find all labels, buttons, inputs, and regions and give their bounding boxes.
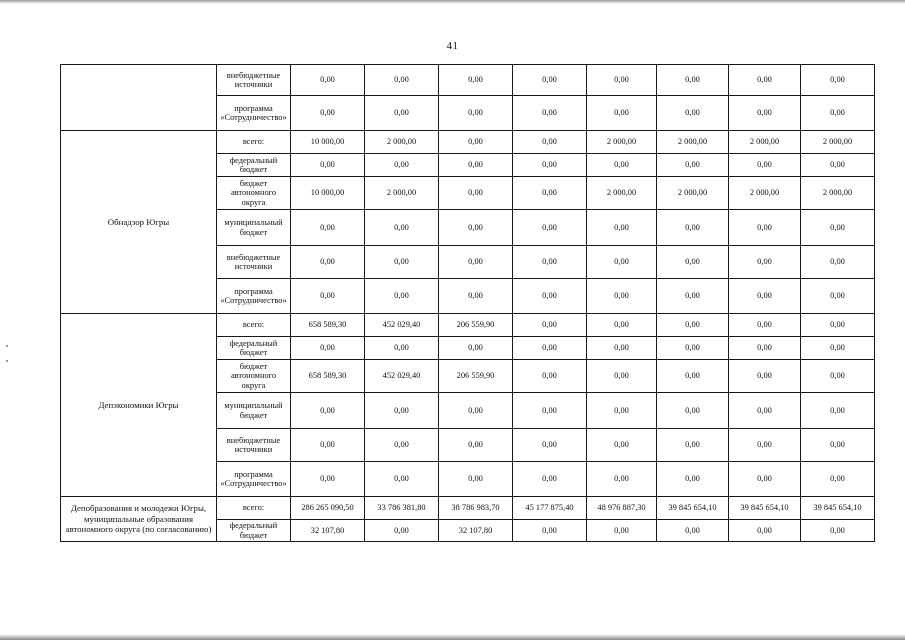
amount-cell: 0,00 [657, 65, 729, 96]
amount-cell: 0,00 [365, 154, 439, 177]
amount-cell: 32 107,80 [439, 520, 513, 542]
amount-cell: 0,00 [801, 210, 875, 246]
amount-cell: 48 976 887,30 [587, 497, 657, 520]
amount-cell: 0,00 [657, 393, 729, 429]
amount-cell: 0,00 [439, 393, 513, 429]
amount-cell: 206 559,90 [439, 360, 513, 393]
amount-cell: 0,00 [587, 246, 657, 279]
amount-cell: 0,00 [513, 337, 587, 360]
funding-source-cell: муниципальный бюджет [217, 393, 291, 429]
amount-cell: 0,00 [291, 429, 365, 462]
amount-cell: 0,00 [365, 429, 439, 462]
amount-cell: 0,00 [729, 314, 801, 337]
amount-cell: 0,00 [365, 337, 439, 360]
budget-body [61, 65, 875, 542]
amount-cell: 0,00 [801, 462, 875, 497]
amount-cell: 2 000,00 [657, 177, 729, 210]
funding-source-cell: внебюджетные источники [217, 246, 291, 279]
amount-cell: 0,00 [439, 131, 513, 154]
funding-source-cell: программа «Сотрудничество» [217, 279, 291, 314]
amount-cell: 0,00 [587, 210, 657, 246]
amount-cell: 0,00 [587, 279, 657, 314]
amount-cell: 0,00 [729, 96, 801, 131]
amount-cell: 0,00 [365, 246, 439, 279]
amount-cell: 286 265 090,50 [291, 497, 365, 520]
amount-cell: 0,00 [729, 246, 801, 279]
amount-cell: 0,00 [365, 210, 439, 246]
amount-cell: 0,00 [365, 462, 439, 497]
funding-source-cell: бюджет автономного округа [217, 360, 291, 393]
amount-cell: 0,00 [801, 360, 875, 393]
scan-edge-top [0, 0, 905, 4]
amount-cell: 0,00 [657, 462, 729, 497]
amount-cell: 0,00 [513, 246, 587, 279]
amount-cell: 0,00 [291, 393, 365, 429]
org-name-cell: Депэкономики Югры [61, 314, 217, 497]
amount-cell: 32 107,80 [291, 520, 365, 542]
amount-cell: 0,00 [439, 65, 513, 96]
scan-edge-bottom [0, 634, 905, 640]
funding-source-cell: всего: [217, 314, 291, 337]
amount-cell: 2 000,00 [801, 177, 875, 210]
amount-cell: 10 000,00 [291, 177, 365, 210]
amount-cell: 0,00 [801, 65, 875, 96]
amount-cell: 0,00 [513, 314, 587, 337]
amount-cell: 0,00 [513, 393, 587, 429]
page-number: 41 [446, 40, 459, 52]
amount-cell: 0,00 [657, 279, 729, 314]
amount-cell: 2 000,00 [729, 131, 801, 154]
amount-cell: 0,00 [657, 246, 729, 279]
amount-cell: 0,00 [439, 462, 513, 497]
amount-cell: 0,00 [801, 337, 875, 360]
amount-cell: 38 786 983,70 [439, 497, 513, 520]
amount-cell: 0,00 [365, 520, 439, 542]
amount-cell: 0,00 [801, 429, 875, 462]
amount-cell: 0,00 [587, 462, 657, 497]
amount-cell: 0,00 [657, 96, 729, 131]
amount-cell: 0,00 [587, 520, 657, 542]
amount-cell: 0,00 [291, 246, 365, 279]
amount-cell: 2 000,00 [729, 177, 801, 210]
amount-cell: 0,00 [513, 96, 587, 131]
amount-cell: 0,00 [439, 246, 513, 279]
amount-cell: 0,00 [513, 210, 587, 246]
funding-source-cell: федеральный бюджет [217, 154, 291, 177]
amount-cell: 0,00 [729, 429, 801, 462]
funding-source-cell: бюджет автономного округа [217, 177, 291, 210]
amount-cell: 0,00 [365, 96, 439, 131]
amount-cell: 0,00 [587, 96, 657, 131]
amount-cell: 0,00 [729, 65, 801, 96]
amount-cell: 0,00 [513, 429, 587, 462]
amount-cell: 0,00 [439, 337, 513, 360]
amount-cell: 0,00 [587, 337, 657, 360]
amount-cell: 0,00 [801, 96, 875, 131]
funding-source-cell: всего: [217, 131, 291, 154]
amount-cell: 0,00 [291, 96, 365, 131]
amount-cell: 0,00 [729, 337, 801, 360]
amount-cell: 2 000,00 [587, 131, 657, 154]
amount-cell: 0,00 [365, 279, 439, 314]
amount-cell: 0,00 [513, 462, 587, 497]
amount-cell: 0,00 [587, 154, 657, 177]
amount-cell: 0,00 [729, 520, 801, 542]
amount-cell: 39 845 654,10 [657, 497, 729, 520]
funding-source-cell: федеральный бюджет [217, 337, 291, 360]
amount-cell: 0,00 [801, 154, 875, 177]
amount-cell: 0,00 [291, 210, 365, 246]
table-row [61, 65, 875, 96]
amount-cell: 0,00 [587, 393, 657, 429]
amount-cell: 0,00 [513, 154, 587, 177]
amount-cell: 2 000,00 [365, 177, 439, 210]
funding-source-cell: программа «Сотрудничество» [217, 96, 291, 131]
amount-cell: 206 559,90 [439, 314, 513, 337]
amount-cell: 658 589,30 [291, 314, 365, 337]
amount-cell: 0,00 [801, 393, 875, 429]
funding-source-cell: муниципальный бюджет [217, 210, 291, 246]
amount-cell: 0,00 [801, 314, 875, 337]
amount-cell: 2 000,00 [587, 177, 657, 210]
amount-cell: 0,00 [291, 462, 365, 497]
amount-cell: 0,00 [439, 154, 513, 177]
amount-cell: 45 177 875,40 [513, 497, 587, 520]
amount-cell: 0,00 [729, 279, 801, 314]
amount-cell: 39 845 654,10 [729, 497, 801, 520]
amount-cell: 0,00 [291, 337, 365, 360]
amount-cell: 0,00 [657, 154, 729, 177]
funding-source-cell: внебюджетные источники [217, 429, 291, 462]
org-name-cell: Депобразования и молодежи Югры, муниципальные образования автономного округа (по согласованию) [61, 497, 217, 542]
amount-cell: 0,00 [587, 314, 657, 337]
amount-cell: 0,00 [729, 462, 801, 497]
funding-source-cell: программа «Сотрудничество» [217, 462, 291, 497]
amount-cell: 0,00 [513, 360, 587, 393]
amount-cell: 0,00 [439, 279, 513, 314]
amount-cell: 0,00 [291, 65, 365, 96]
amount-cell: 2 000,00 [801, 131, 875, 154]
scan-speck [6, 360, 8, 362]
amount-cell: 0,00 [657, 520, 729, 542]
amount-cell: 0,00 [291, 279, 365, 314]
scan-speck [6, 345, 8, 347]
funding-source-cell: внебюджетные источники [217, 65, 291, 96]
amount-cell: 0,00 [657, 337, 729, 360]
amount-cell: 0,00 [729, 210, 801, 246]
amount-cell: 33 786 381,80 [365, 497, 439, 520]
amount-cell: 10 000,00 [291, 131, 365, 154]
amount-cell: 0,00 [513, 131, 587, 154]
amount-cell: 0,00 [657, 314, 729, 337]
amount-cell: 0,00 [801, 279, 875, 314]
amount-cell: 0,00 [513, 65, 587, 96]
table-row [61, 314, 875, 337]
amount-cell: 0,00 [587, 65, 657, 96]
amount-cell: 0,00 [513, 177, 587, 210]
amount-cell: 2 000,00 [365, 131, 439, 154]
amount-cell: 0,00 [657, 429, 729, 462]
table-row [61, 131, 875, 154]
table-row [61, 497, 875, 520]
amount-cell: 0,00 [513, 279, 587, 314]
amount-cell: 39 845 654,10 [801, 497, 875, 520]
amount-cell: 0,00 [657, 360, 729, 393]
amount-cell: 0,00 [439, 210, 513, 246]
org-name-cell: Обнадзор Югры [61, 131, 217, 314]
amount-cell: 0,00 [801, 246, 875, 279]
org-name-cell [61, 65, 217, 131]
amount-cell: 452 029,40 [365, 360, 439, 393]
amount-cell: 0,00 [587, 429, 657, 462]
amount-cell: 0,00 [365, 65, 439, 96]
amount-cell: 0,00 [365, 393, 439, 429]
amount-cell: 452 029,40 [365, 314, 439, 337]
amount-cell: 0,00 [587, 360, 657, 393]
amount-cell: 0,00 [657, 210, 729, 246]
amount-cell: 0,00 [729, 360, 801, 393]
funding-source-cell: федеральный бюджет [217, 520, 291, 542]
amount-cell: 658 589,30 [291, 360, 365, 393]
amount-cell: 0,00 [513, 520, 587, 542]
amount-cell: 0,00 [439, 96, 513, 131]
amount-cell: 0,00 [729, 154, 801, 177]
amount-cell: 0,00 [439, 177, 513, 210]
amount-cell: 0,00 [439, 429, 513, 462]
amount-cell: 0,00 [801, 520, 875, 542]
budget-table [60, 64, 875, 542]
amount-cell: 0,00 [291, 154, 365, 177]
amount-cell: 2 000,00 [657, 131, 729, 154]
amount-cell: 0,00 [729, 393, 801, 429]
funding-source-cell: всего: [217, 497, 291, 520]
